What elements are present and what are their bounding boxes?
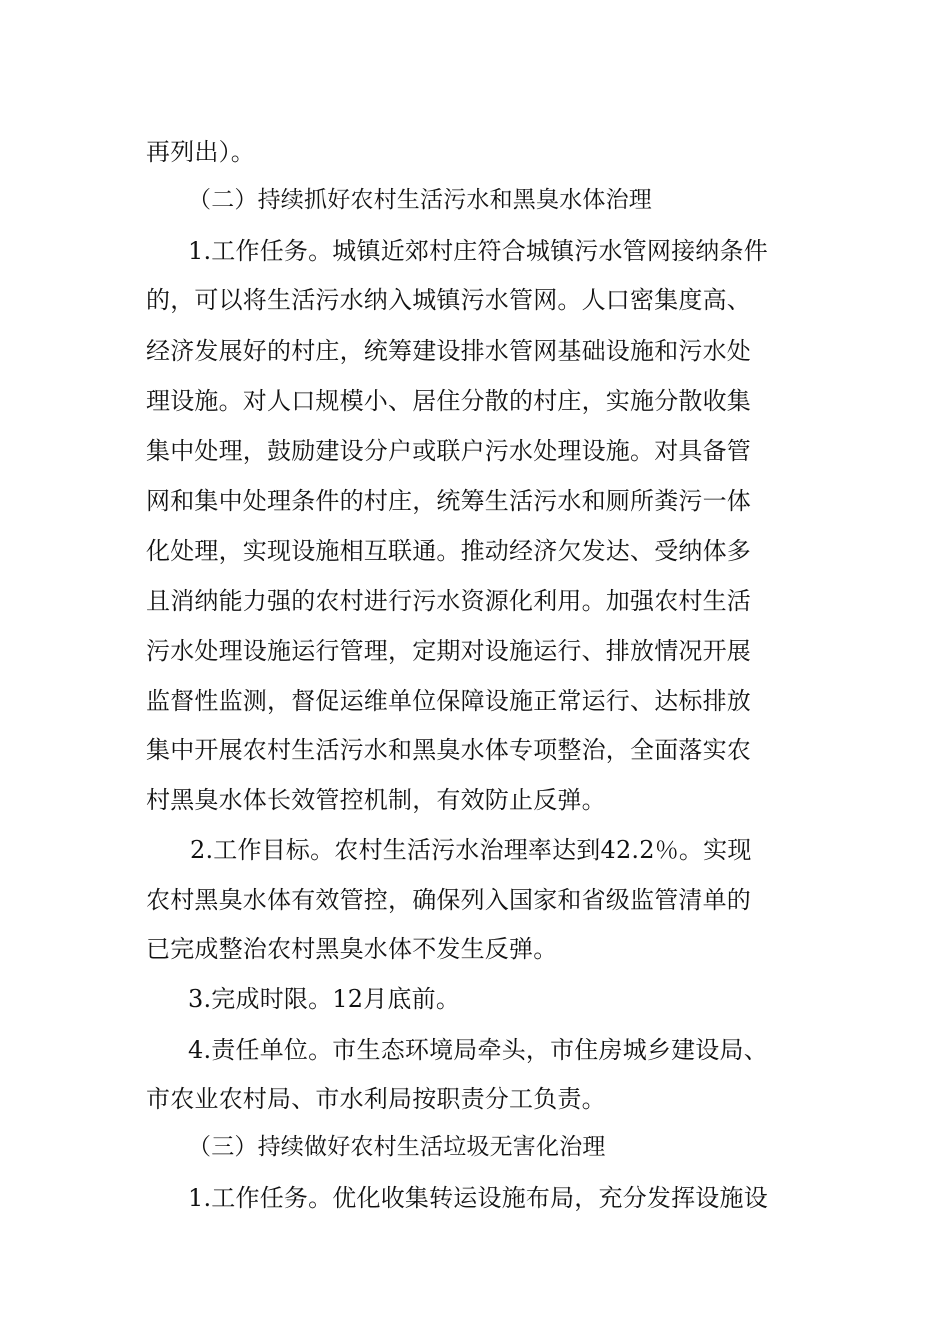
- task-line-7: 化处理，实现设施相互联通。推动经济欠发达、受纳体多: [146, 537, 751, 565]
- task-line-1: 1.工作任务。城镇近郊村庄符合城镇污水管网接纳条件: [188, 237, 768, 265]
- section-heading-2: （二）持续抓好农村生活污水和黑臭水体治理: [188, 187, 652, 213]
- next-task-line-1: 1.工作任务。优化收集转运设施布局，充分发挥设施设: [188, 1184, 768, 1212]
- section-heading-3: （三）持续做好农村生活垃圾无害化治理: [188, 1134, 606, 1160]
- task-line-10: 监督性监测，督促运维单位保障设施正常运行、达标排放: [146, 687, 751, 715]
- paragraph-continuation: 再列出）。: [146, 138, 255, 166]
- task-line-12: 村黑臭水体长效管控机制，有效防止反弹。: [146, 786, 606, 814]
- task-line-4: 理设施。对人口规模小、居住分散的村庄，实施分散收集: [146, 387, 751, 415]
- goal-line-2: 农村黑臭水体有效管控，确保列入国家和省级监管清单的: [146, 886, 751, 914]
- goal-line-3: 已完成整治农村黑臭水体不发生反弹。: [146, 935, 558, 963]
- task-line-11: 集中开展农村生活污水和黑臭水体专项整治，全面落实农: [146, 736, 751, 764]
- task-line-9: 污水处理设施运行管理，定期对设施运行、排放情况开展: [146, 637, 751, 665]
- goal-line-1: 2.工作目标。农村生活污水治理率达到42.2％。实现: [190, 836, 752, 864]
- task-line-8: 且消纳能力强的农村进行污水资源化利用。加强农村生活: [146, 587, 751, 615]
- task-line-3: 经济发展好的村庄，统筹建设排水管网基础设施和污水处: [146, 337, 751, 365]
- deadline-line: 3.完成时限。12月底前。: [188, 985, 461, 1013]
- task-line-5: 集中处理，鼓励建设分户或联户污水处理设施。对具备管: [146, 437, 751, 465]
- responsibility-line-2: 市农业农村局、市水利局按职责分工负责。: [146, 1085, 606, 1113]
- task-line-6: 网和集中处理条件的村庄，统筹生活污水和厕所粪污一体: [146, 487, 751, 515]
- task-line-2: 的，可以将生活污水纳入城镇污水管网。人口密集度高、: [146, 286, 751, 314]
- responsibility-line-1: 4.责任单位。市生态环境局牵头，市住房城乡建设局、: [188, 1036, 768, 1064]
